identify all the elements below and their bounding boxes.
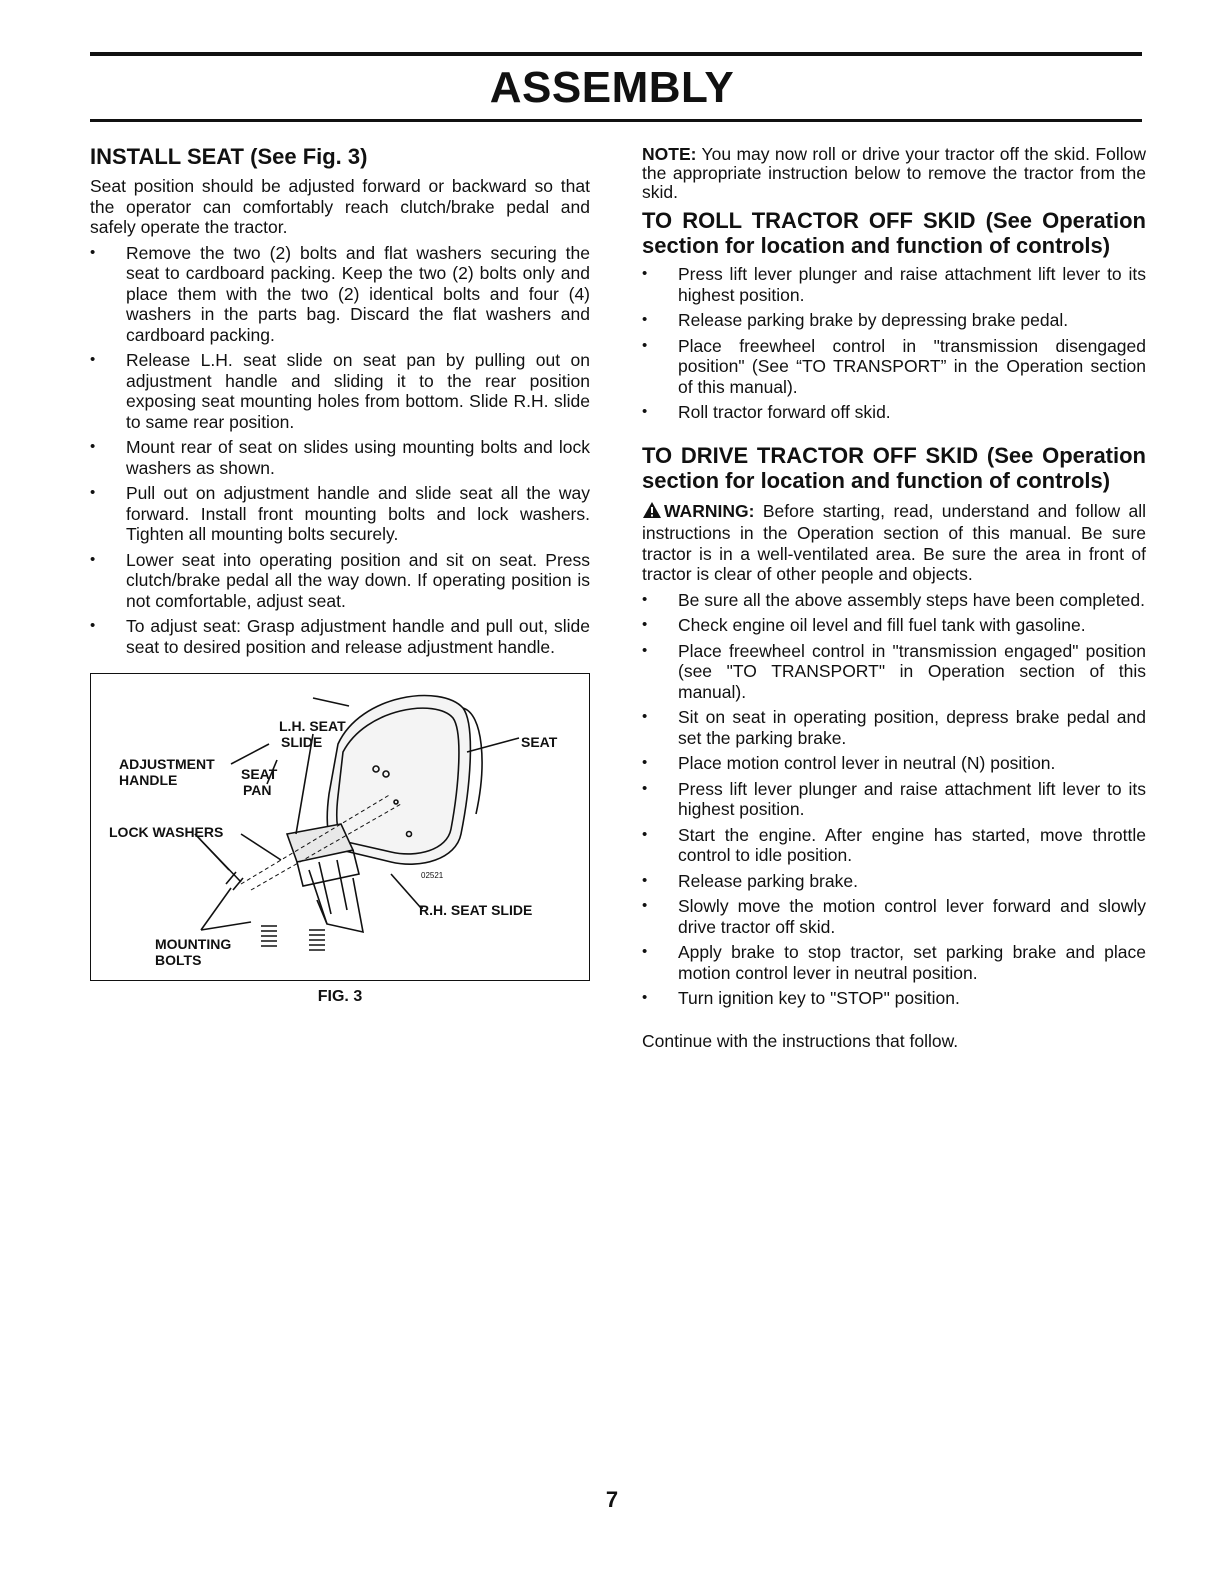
list-item: • Release parking brake. bbox=[642, 871, 1146, 892]
label-lock-washers: LOCK WASHERS bbox=[109, 824, 224, 840]
label-seat: SEAT bbox=[521, 734, 558, 750]
label-adjustment-handle bbox=[119, 756, 215, 788]
note-paragraph bbox=[642, 145, 1146, 202]
list-item: • Place freewheel control in "transmission disengaged position" (See “TO TRANSPORT” in the Operation section of this manual). bbox=[642, 336, 1146, 398]
roll-off-skid-heading: TO ROLL TRACTOR OFF SKID (See Operation section for location and function of controls) bbox=[642, 208, 1146, 258]
right-column bbox=[642, 145, 1146, 1051]
list-item: • Check engine oil level and fill fuel tank with gasoline. bbox=[642, 615, 1146, 636]
note-lead: NOTE: bbox=[642, 144, 697, 164]
list-item: • Mount rear of seat on slides using mounting bolts and lock washers as shown. bbox=[90, 437, 590, 478]
label-line: HANDLE bbox=[119, 772, 178, 788]
list-item: • Start the engine. After engine has started, move throttle control to idle position. bbox=[642, 825, 1146, 866]
list-item: • Apply brake to stop tractor, set parking brake and place motion control lever in neutral position. bbox=[642, 942, 1146, 983]
list-item: • Turn ignition key to "STOP" position. bbox=[642, 988, 1146, 1009]
list-item: • Roll tractor forward off skid. bbox=[642, 402, 1146, 423]
list-item: • Remove the two (2) bolts and flat washers securing the seat to cardboard packing. Keep the two (2) bolts only and place them with the two (2) identical bolts and four (4) washers in the parts bag. Discard the flat washers and cardboard packing. bbox=[90, 243, 590, 346]
left-column bbox=[90, 145, 590, 662]
drive-off-skid-heading: TO DRIVE TRACTOR OFF SKID (See Operation section for location and function of controls) bbox=[642, 442, 1146, 493]
list-item: • Slowly move the motion control lever forward and slowly drive tractor off skid. bbox=[642, 896, 1146, 937]
warning-paragraph bbox=[642, 501, 1146, 585]
warning-triangle-icon bbox=[642, 501, 662, 524]
install-seat-intro: Seat position should be adjusted forward or backward so that the operator can comfortably reach clutch/brake pedal and safely operate the tractor. bbox=[90, 176, 590, 237]
label-mounting-bolts bbox=[155, 936, 231, 968]
note-text: You may now roll or drive your tractor off the skid. Follow the appropriate instruction below to remove the tractor from the skid. bbox=[642, 144, 1146, 202]
part-code: 02521 bbox=[421, 871, 444, 880]
title-underline bbox=[90, 119, 1142, 122]
figure-3 bbox=[90, 673, 590, 981]
list-item: • Be sure all the above assembly steps have been completed. bbox=[642, 590, 1146, 611]
list-item: • Press lift lever plunger and raise attachment lift lever to its highest position. bbox=[642, 264, 1146, 305]
continue-text: Continue with the instructions that follow. bbox=[642, 1030, 959, 1051]
label-line: MOUNTING bbox=[155, 936, 232, 952]
list-item: • Release parking brake by depressing brake pedal. bbox=[642, 310, 1146, 331]
label-rh-seat-slide: R.H. SEAT SLIDE bbox=[419, 902, 533, 918]
list-item: • Place freewheel control in "transmission engaged" position (see "TO TRANSPORT" in Operation section of this manual). bbox=[642, 641, 1146, 703]
install-seat-heading: INSTALL SEAT (See Fig. 3) bbox=[90, 144, 368, 169]
install-seat-steps bbox=[90, 243, 590, 658]
label-line: SEAT bbox=[241, 766, 278, 782]
label-seat-pan bbox=[241, 766, 277, 798]
warning-text: Before starting, read, understand and follow all instructions in the Operation section of this manual. Be sure tractor is in a well-ventilated area. Be sure the area in front of tractor is clear of other people and objects. bbox=[642, 500, 1146, 584]
drive-off-steps bbox=[642, 590, 1146, 1009]
label-line: PAN bbox=[243, 782, 272, 798]
list-item: • Lower seat into operating position and sit on seat. Press clutch/brake pedal all the way down. If operating position is not comfortable, adjust seat. bbox=[90, 550, 590, 612]
warning-lead: WARNING: bbox=[664, 500, 755, 521]
list-item: • Press lift lever plunger and raise attachment lift lever to its highest position. bbox=[642, 779, 1146, 820]
label-line: SLIDE bbox=[281, 734, 323, 750]
page-number: 7 bbox=[605, 1487, 619, 1512]
label-lh-seat-slide bbox=[279, 718, 346, 750]
label-line: L.H. SEAT bbox=[279, 718, 346, 734]
top-rule bbox=[90, 52, 1142, 56]
roll-off-steps bbox=[642, 264, 1146, 423]
label-line: BOLTS bbox=[155, 952, 202, 968]
page-title: ASSEMBLY bbox=[489, 63, 735, 112]
label-line: ADJUSTMENT bbox=[119, 756, 215, 772]
list-item: • Pull out on adjustment handle and slide seat all the way forward. Install front mounting bolts and lock washers. Tighten all mounting bolts securely. bbox=[90, 483, 590, 545]
list-item: • To adjust seat: Grasp adjustment handle and pull out, slide seat to desired position and release adjustment handle. bbox=[90, 616, 590, 657]
figure-caption: FIG. 3 bbox=[317, 988, 363, 1005]
list-item: • Place motion control lever in neutral (N) position. bbox=[642, 753, 1146, 774]
list-item: • Release L.H. seat slide on seat pan by pulling out on adjustment handle and sliding it to the rear position exposing seat mounting holes from bottom. Slide R.H. slide to same rear position. bbox=[90, 350, 590, 432]
list-item: • Sit on seat in operating position, depress brake pedal and set the parking brake. bbox=[642, 707, 1146, 748]
